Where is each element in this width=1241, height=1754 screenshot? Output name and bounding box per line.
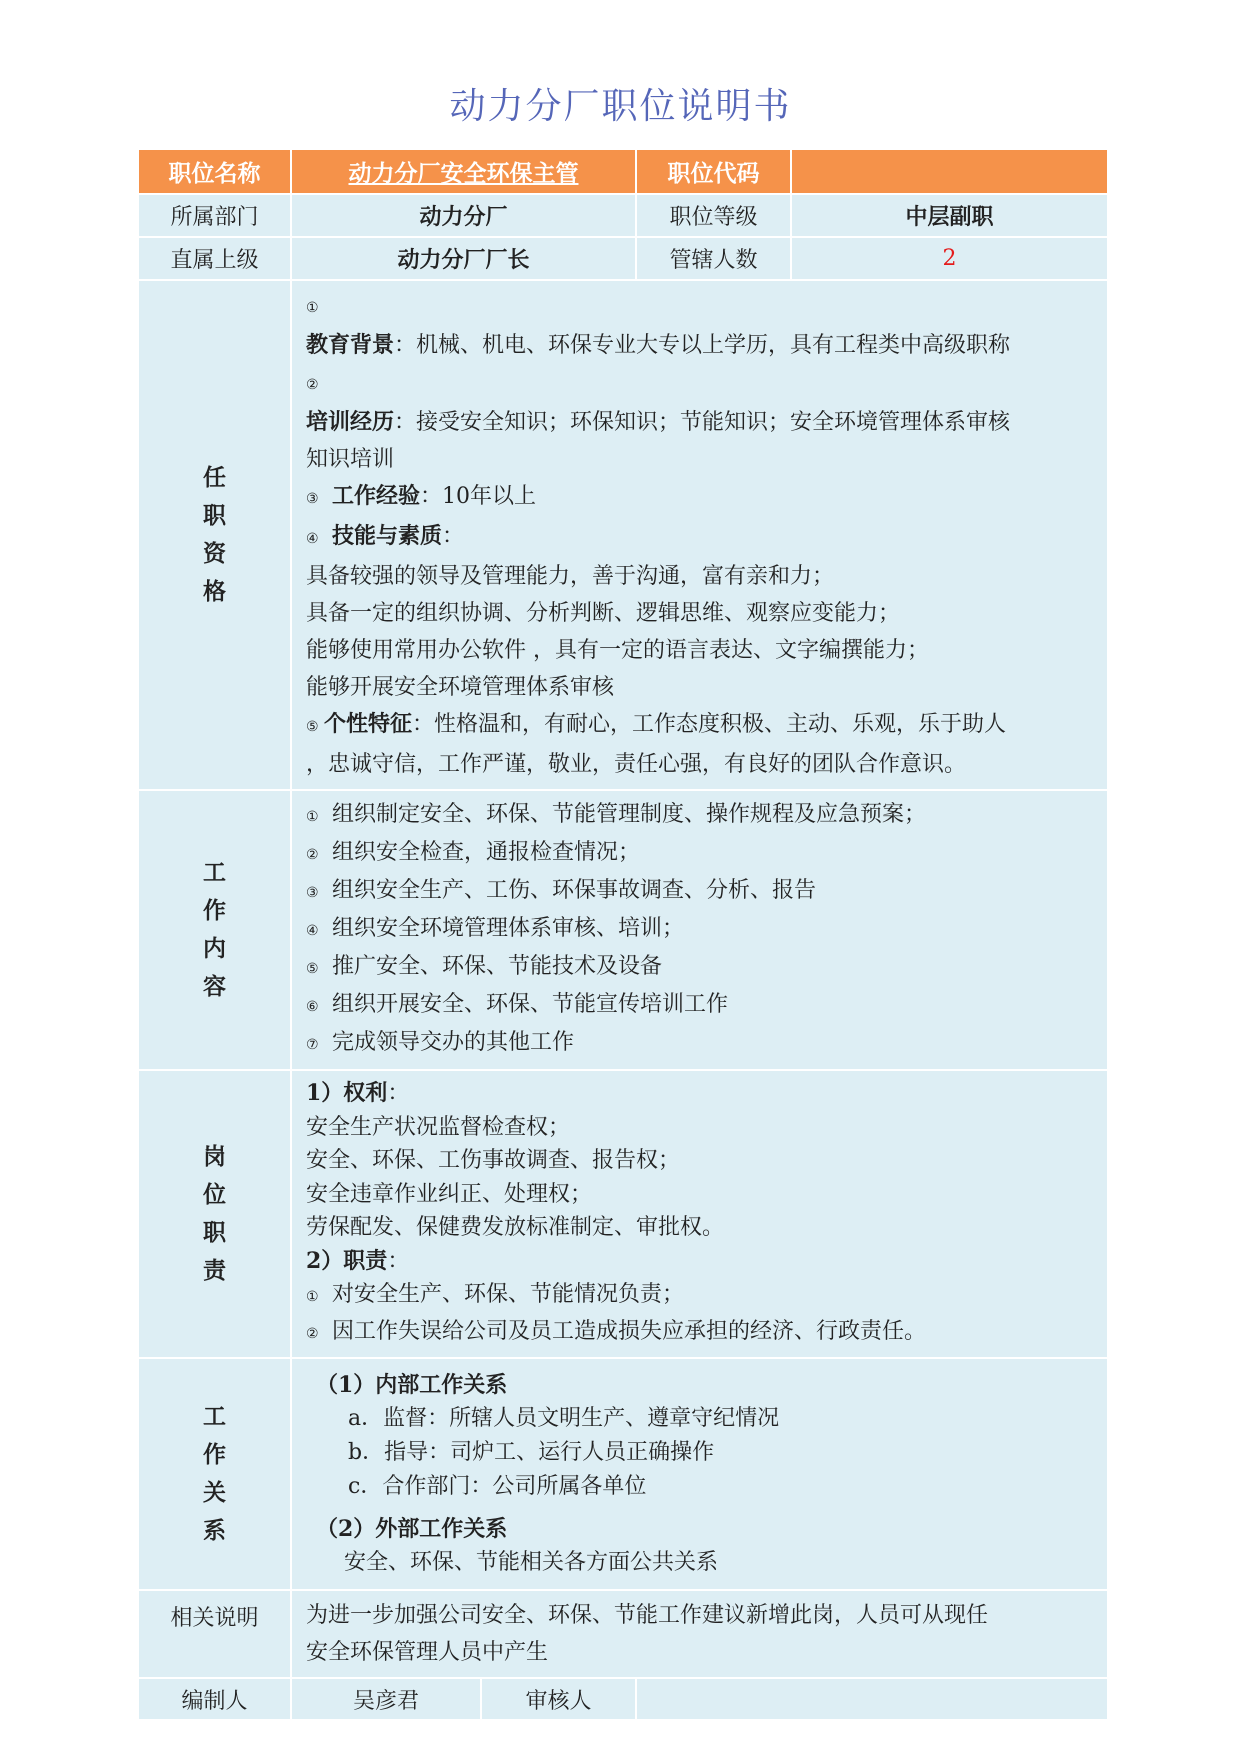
staff-count-label: 管辖人数 bbox=[636, 237, 791, 280]
position-code-value bbox=[791, 149, 1108, 194]
duties-row bbox=[138, 1070, 1108, 1358]
list-item: ③ 组织安全生产、工伤、环保事故调查、分析、报告 bbox=[306, 878, 817, 903]
list-item: ② 组织安全检查，通报检查情况； bbox=[306, 840, 641, 865]
list-item: ① 组织制定安全、环保、节能管理制度、操作规程及应急预案； bbox=[306, 802, 927, 827]
list-item: ④ 组织安全环境管理体系审核、培训； bbox=[306, 916, 685, 941]
position-name-value: 动力分厂安全环保主管 bbox=[291, 149, 636, 194]
dept-value: 动力分厂 bbox=[291, 194, 636, 237]
position-code-label: 职位代码 bbox=[636, 149, 791, 194]
notes-content: 为进一步加强公司安全、环保、节能工作建议新增此岗，人员可从现任 安全环保管理人员中产生 bbox=[291, 1590, 1108, 1678]
relations-label: 工 作 关 系 bbox=[138, 1358, 291, 1590]
author-label: 编制人 bbox=[138, 1678, 291, 1720]
info-row-dept bbox=[138, 194, 1108, 237]
list-item: ② 因工作失误给公司及员工造成损失应承担的经济、行政责任。 bbox=[306, 1318, 927, 1344]
dept-label: 所属部门 bbox=[138, 194, 291, 237]
list-item: ① 对安全生产、环保、节能情况负责； bbox=[306, 1282, 685, 1307]
list-item: ⑥ 组织开展安全、环保、节能宣传培训工作 bbox=[306, 992, 729, 1017]
work-content-row bbox=[138, 790, 1108, 1070]
notes-label: 相关说明 bbox=[138, 1590, 291, 1678]
work-content-label: 工 作 内 容 bbox=[138, 790, 291, 1070]
superior-value: 动力分厂厂长 bbox=[291, 237, 636, 280]
page-title: 动力分厂职位说明书 bbox=[449, 86, 792, 127]
header-row bbox=[138, 149, 1108, 194]
qualifications-row bbox=[138, 280, 1108, 790]
reviewer-label: 审核人 bbox=[481, 1678, 636, 1720]
job-description-table bbox=[137, 148, 1109, 1721]
grade-value: 中层副职 bbox=[791, 194, 1108, 237]
list-item: ⑦ 完成领导交办的其他工作 bbox=[306, 1030, 575, 1055]
notes-row bbox=[138, 1590, 1108, 1678]
author-value: 吴彦君 bbox=[291, 1678, 481, 1720]
reviewer-value bbox=[636, 1678, 1108, 1720]
list-item: ⑤ 推广安全、环保、节能技术及设备 bbox=[306, 954, 663, 979]
relations-row bbox=[138, 1358, 1108, 1590]
qualifications-label: 任 职 资 格 bbox=[138, 280, 291, 790]
staff-count-value: 2 bbox=[791, 237, 1108, 280]
qualifications-content: ① 教育背景：机械、机电、环保专业大专以上学历，具有工程类中高级职称 ② 培训经历：接受安全知识；环保知识；节能知识；安全环境管理体系审核 知识培训 ③ 工作经验：10年以上 ④ 技能与素质： 具备较强的领导及管理能力，善于沟通，富有亲和力； 具备一定的组织协调、分析判断、逻辑思维、观察应变能力； 能够使用常用办公软件 ，具有一定的语言表达、文字编撰能力； 能够开展安全环境管理体系审核 ⑤ 个性特征：性格温和，有耐心，工作态度积极、主动、乐观，乐于助人 ，忠诚守信，工作严谨，敬业，责任心强，有良好的团队合作意识。 bbox=[291, 280, 1108, 790]
position-name-label: 职位名称 bbox=[138, 149, 291, 194]
grade-label: 职位等级 bbox=[636, 194, 791, 237]
info-row-superior bbox=[138, 237, 1108, 280]
superior-label: 直属上级 bbox=[138, 237, 291, 280]
relations-content: （1）内部工作关系 a．监督：所辖人员文明生产、遵章守纪情况 b．指导：司炉工、运行人员正确操作 c．合作部门：公司所属各单位 （2）外部工作关系 安全、环保、节能相关各方面公共关系 bbox=[291, 1358, 1108, 1590]
duties-content: 1）权利： 安全生产状况监督检查权； 安全、环保、工伤事故调查、报告权； 安全违章作业纠正、处理权； 劳保配发、保健费发放标准制定、审批权。 2）职责： ① 对安全生产、环保、节能情况负责； ② 因工作失误给公司及员工造成损失应承担的经济、行政责任。 bbox=[291, 1070, 1108, 1358]
duties-label: 岗 位 职 责 bbox=[138, 1070, 291, 1358]
footer-row bbox=[138, 1678, 1108, 1720]
work-content-list bbox=[291, 790, 1108, 1070]
